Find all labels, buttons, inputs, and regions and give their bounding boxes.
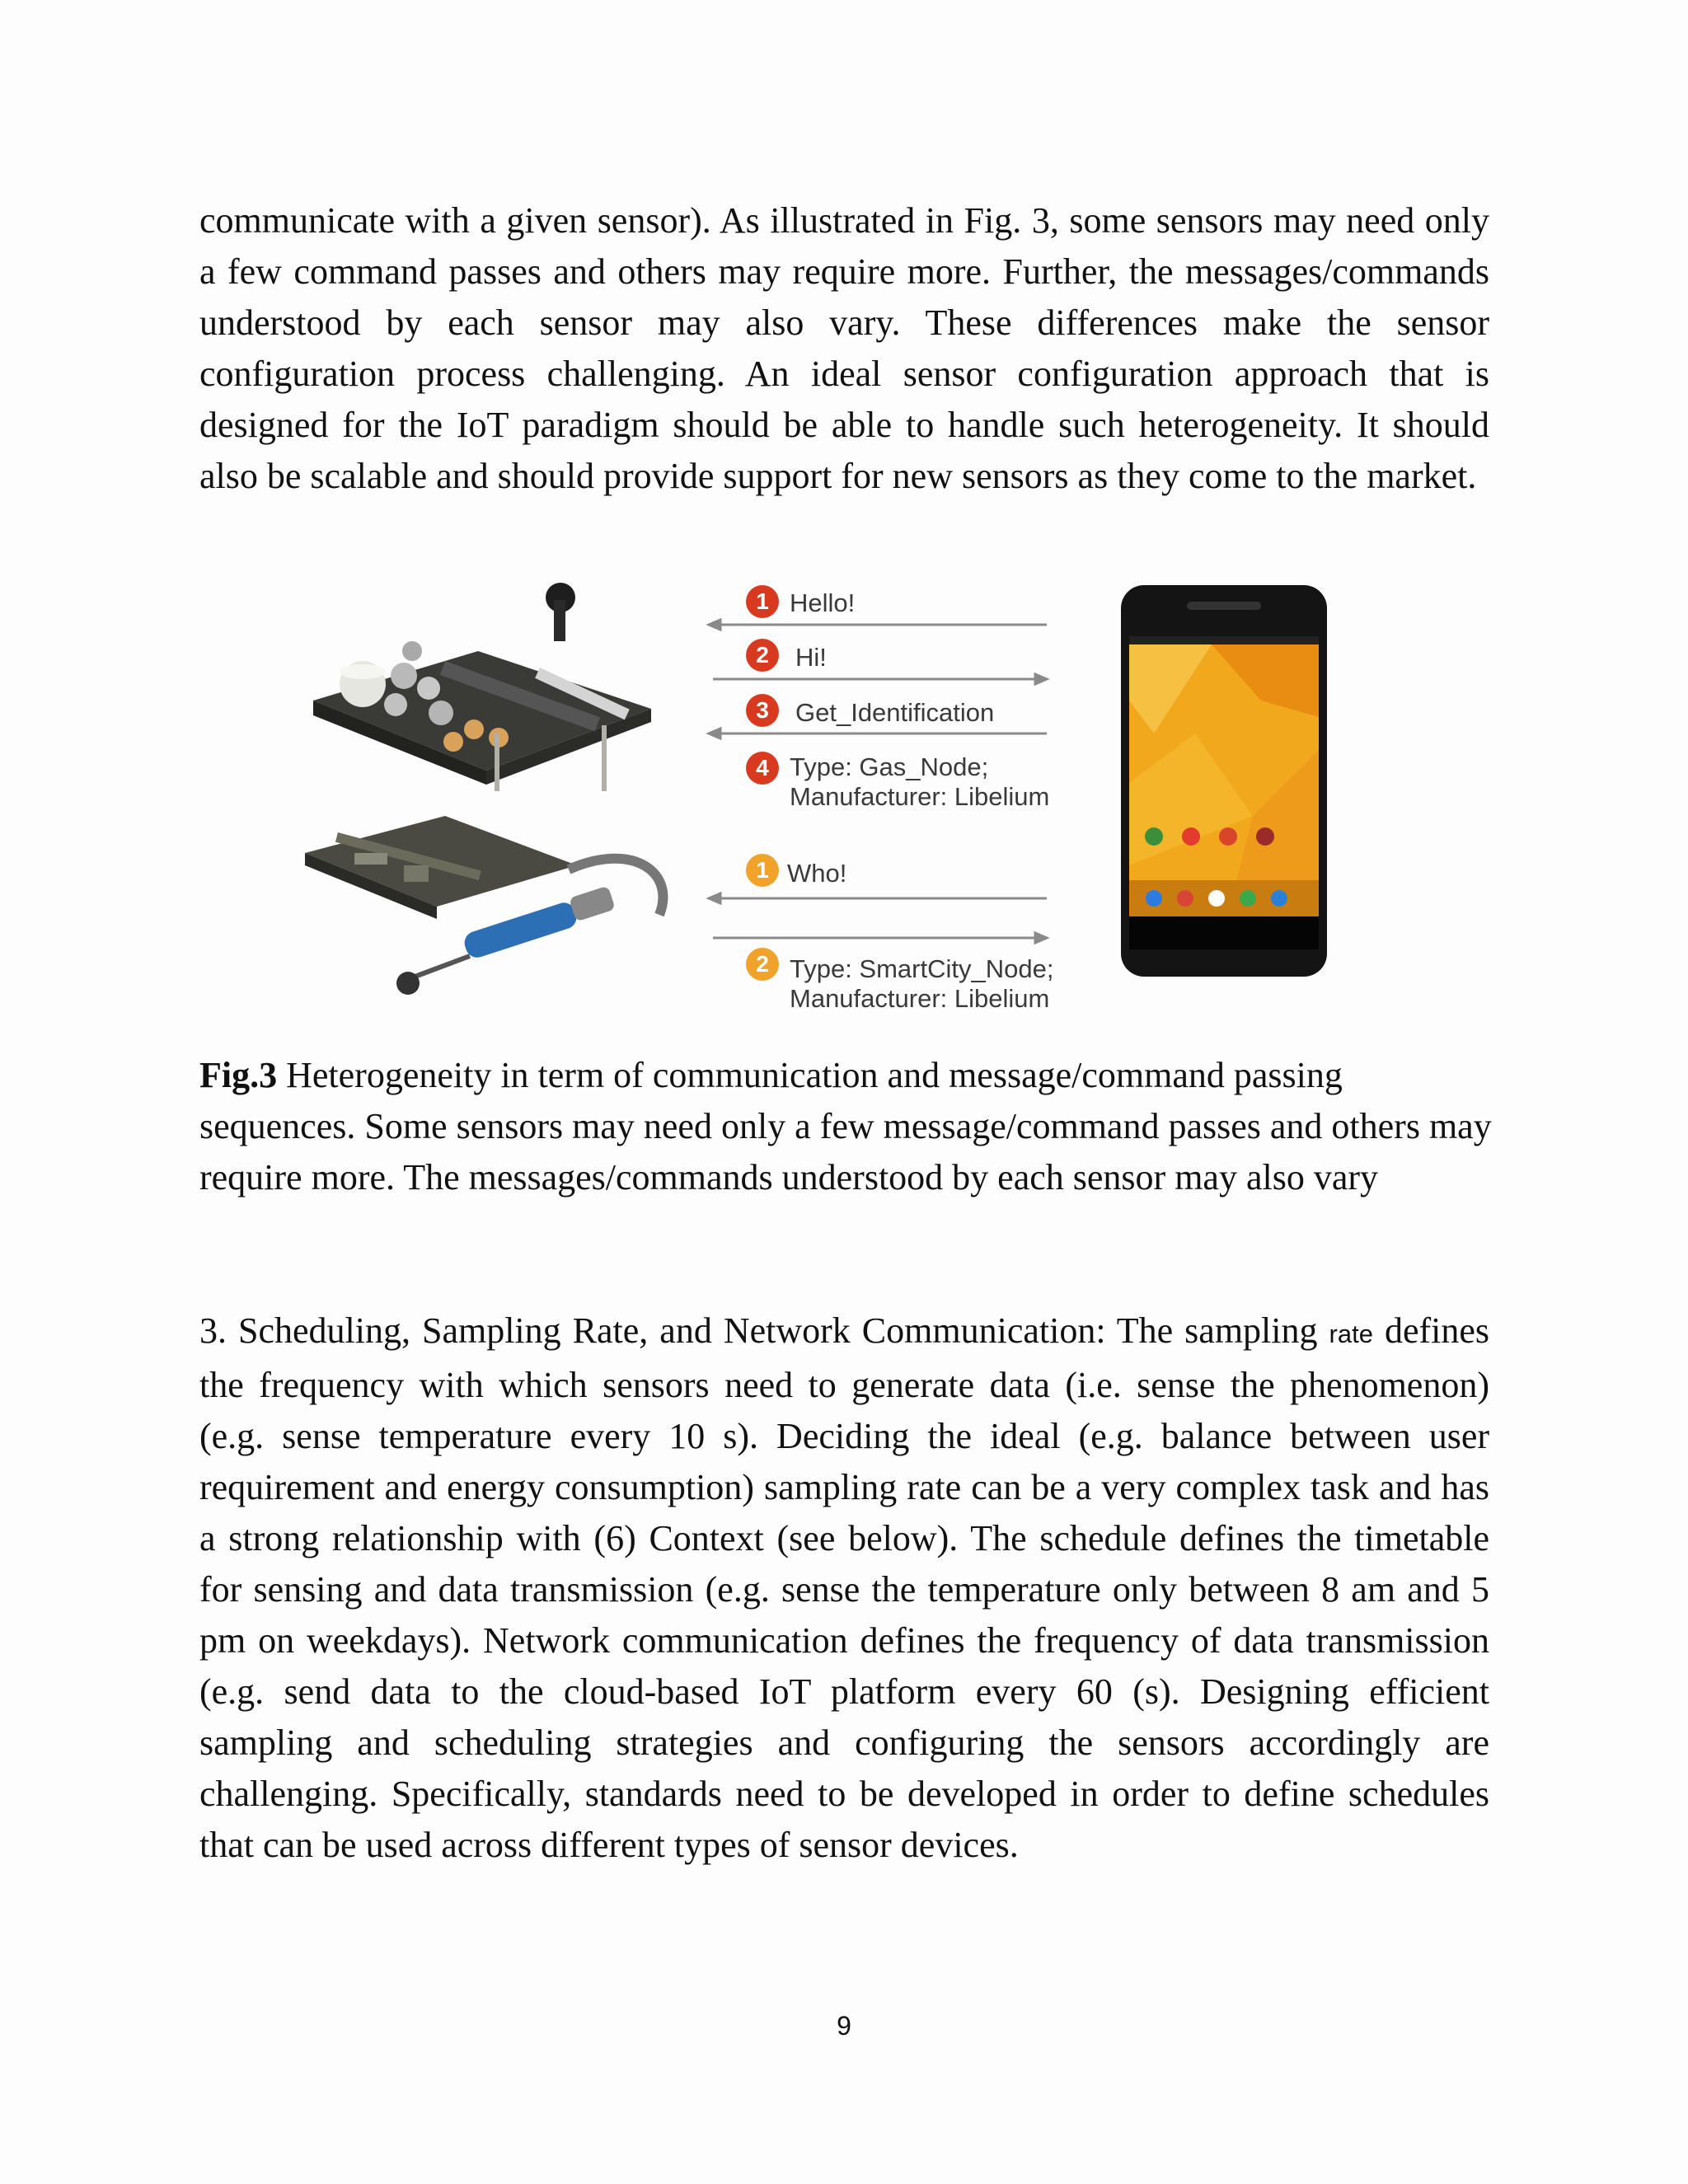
paragraph-scheduling	[199, 1305, 1489, 1871]
message-smartcity-node-manufacturer: Manufacturer: Libelium	[790, 984, 1050, 1013]
step-badge-1: 1	[746, 585, 779, 618]
figure-caption-text: Heterogeneity in term of communication and message/command passing sequences. Some sensors may need only a few message/command passes and others may require more. The messages/commands understood by each sensor may also vary	[199, 1055, 1492, 1197]
step-badge-1-orange: 1	[746, 854, 779, 887]
message-hello: Hello!	[790, 588, 856, 617]
message-who: Who!	[787, 859, 847, 888]
figure-caption	[199, 1050, 1502, 1203]
figure-caption-label: Fig.3	[199, 1055, 278, 1095]
message-smartcity-node-type: Type: SmartCity_Node;	[790, 954, 1054, 983]
message-gas-node-manufacturer: Manufacturer: Libelium	[790, 782, 1050, 811]
page-number: 9	[837, 2011, 851, 2041]
step-badge-2-orange: 2	[746, 948, 779, 981]
step-badge-4: 4	[746, 752, 779, 785]
paragraph-scheduling-rate-word: rate	[1329, 1319, 1373, 1348]
smartcity-sensor-board-image	[305, 816, 663, 995]
gas-sensor-board-image	[313, 583, 651, 791]
step-badge-3: 3	[746, 694, 779, 727]
smartphone-image	[1121, 585, 1327, 977]
figure-3	[305, 569, 1335, 1030]
paragraph-scheduling-lead: 3. Scheduling, Sampling Rate, and Network Communication: The sampling	[199, 1310, 1329, 1351]
paragraph-heterogeneity: communicate with a given sensor). As illustrated in Fig. 3, some sensors may need only a few command passes and others may require more. Further, the messages/commands understood by each sensor may also vary. These differences make the sensor configuration process challenging. An ideal sensor configuration approach that is designed for the IoT paradigm should be able to handle such heterogeneity. It should also be scalable and should provide support for new sensors as they come to the market.	[199, 200, 1489, 496]
message-gas-node-type: Type: Gas_Node;	[790, 752, 989, 781]
step-badge-2: 2	[746, 639, 779, 672]
paragraph-scheduling-body: defines the frequency with which sensors need to generate data (i.e. sense the phenomenon) (e.g. sense temperature every 10 s). Deciding the ideal (e.g. balance between user requirement and energy consumption) sampling rate can be a very complex task and has a strong relationship with (6) Context (see below). The schedule defines the timetable for sensing and data transmission (e.g. sense the temperature only between 8 am and 5 pm on weekdays). Network communication defines the frequency of data transmission (e.g. send data to the cloud-based IoT platform every 60 (s). Designing efficient sampling and scheduling strategies and configuring the sensors accordingly are challenging. Specifically, standards need to be developed in order to define schedules that can be used across different types of sensor devices.	[199, 1310, 1490, 1865]
message-get-identification: Get_Identification	[795, 698, 995, 727]
message-hi: Hi!	[795, 643, 827, 672]
